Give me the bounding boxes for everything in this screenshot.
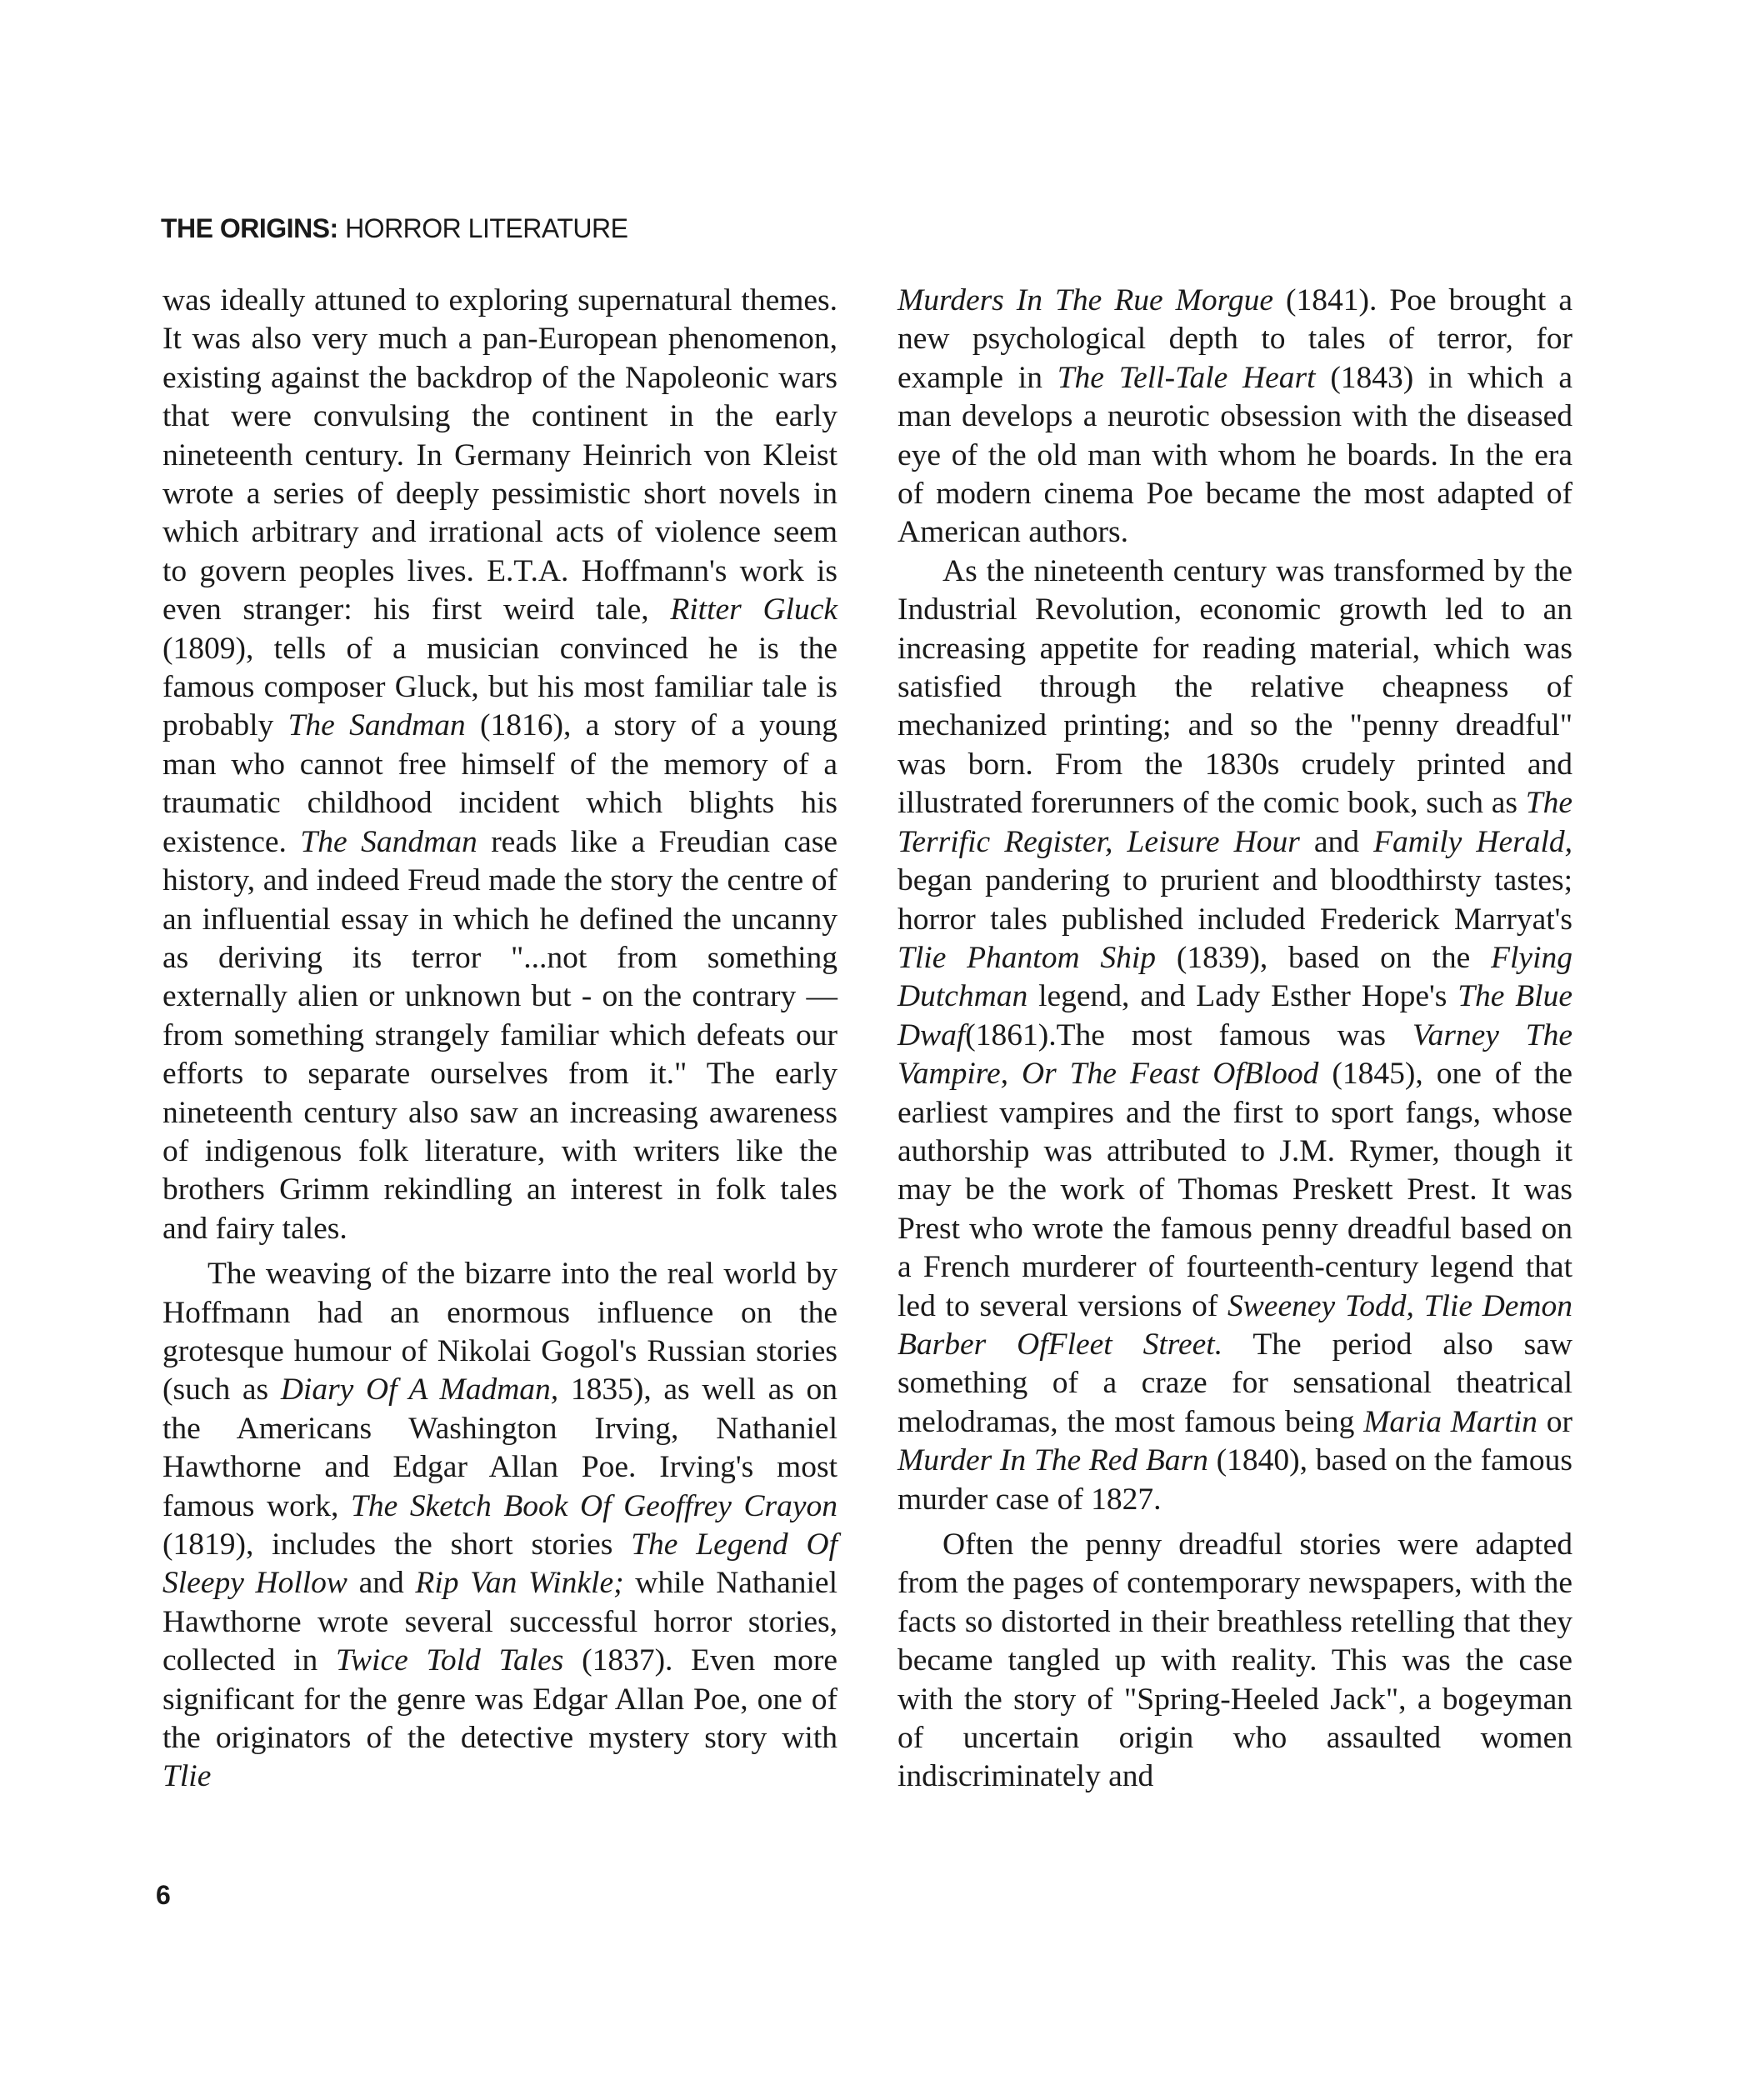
text-run: The period also saw something of a craze for sensational theatrical melodramas, the most famous being [898, 1327, 1572, 1439]
italic-title: The Legend Of Sleepy Hollow [162, 1528, 838, 1601]
italic-title: Tlie Phantom Ship [898, 940, 1157, 975]
italic-title: Sweeney Todd, Tlie Demon Barber OfFleet Street. [898, 1288, 1573, 1362]
italic-title: The Sketch Book Of Geoffrey Crayon [351, 1488, 838, 1523]
text-run: and [347, 1566, 416, 1601]
text-run: or [1537, 1404, 1572, 1439]
italic-title: The Sandman [300, 824, 478, 859]
text-run: 1835), as well as on the Americans Washington Irving, Nathaniel Hawthorne and Edgar Allan Poe. Irving's most famous work, [162, 1372, 838, 1523]
paragraph [898, 1526, 1572, 1797]
text-run: (1819), includes the short stories [162, 1528, 632, 1562]
text-run: As the nineteenth century was transformed by the Industrial Revolution, economic growth led to an increasing appetite for reading material, which was satisfied through the relative cheapness of mechanized printing; and so the "penny dreadful" was born. From the 1830s crudely printed and illustrated forerunners of the comic book, such as [898, 553, 1572, 821]
text-run: reads like a Freudian case history, and indeed Freud made the story the centre of an influential essay in which he defined the uncanny as deriving its terror "...not from something externally alien or unknown but - on the contrary — from something strangely familiar which defeats our efforts to separate ourselves from it." The early nineteenth century also saw an increasing awareness of indigenous folk literature, with writers like the brothers Grimm rekindling an interest in folk tales and fairy tales. [162, 824, 838, 1246]
text-run: (1816), a story of a young man who cannot free himself of the memory of a traumatic childhood incident which blights his existence. [162, 708, 838, 859]
paragraph [898, 552, 1572, 1519]
text-run: Often the penny dreadful stories were adapted from the pages of contemporary newspapers, with the facts so distorted in their breathless retelling that they became tangled up with reality. This was the case with the story of "Spring-Heeled Jack", a bogeyman of uncertain origin who assaulted women indiscriminately and [898, 1528, 1572, 1794]
italic-title: Maria Martin [1363, 1404, 1538, 1439]
header-section: THE ORIGINS: [161, 213, 338, 243]
text-run: (1861).The most famous was [965, 1018, 1412, 1052]
text-run: The weaving of the bizarre into the real world by Hoffmann had an enormous influence on the grotesque humour of Nikolai Gogol's Russian stories (such as [162, 1257, 838, 1408]
text-run: (1839), based on the [1156, 940, 1492, 975]
italic-title: The Tell-Tale Heart [1057, 360, 1316, 395]
italic-title: Varney The Vampire, Or The Feast OfBlood [898, 1018, 1573, 1092]
italic-title: Family Herald, [1373, 824, 1572, 859]
running-header [161, 215, 628, 242]
italic-title: Diary Of A Madman, [280, 1372, 559, 1408]
page-number: 6 [156, 1880, 171, 1910]
italic-title: The Blue Dwaf [898, 979, 1572, 1052]
text-run: was ideally attuned to exploring supernatural themes. It was also very much a pan-European phenomenon, existing against the backdrop of the Napoleonic wars that were convulsing the continent in the early nineteenth century. In Germany Heinrich von Kleist wrote a series of deeply pessimistic short novels in which arbitrary and irrational acts of violence seem to govern peoples lives. E.T.A. Hoffmann's work is even stranger: his first weird tale, [162, 283, 838, 628]
italic-title: Flying Dutchman [898, 940, 1572, 1014]
right-column [898, 282, 1572, 1797]
italic-title: The Sandman [288, 708, 466, 743]
italic-title: Rip Van Winkle; [415, 1566, 624, 1601]
italic-title: Tlie [162, 1759, 212, 1794]
text-run: (1837). Even more significant for the genre was Edgar Allan Poe, one of the originators of the detective mystery story with [162, 1643, 838, 1756]
paragraph [898, 282, 1572, 552]
text-run: (1809), tells of a musician convinced he is the famous composer Gluck, but his most familiar tale is probably [162, 631, 838, 743]
header-title: HORROR LITERATURE [338, 213, 628, 243]
text-run: (1840), based on the famous murder case of 1827. [898, 1443, 1572, 1517]
italic-title: Murder In The Red Barn [898, 1443, 1208, 1478]
text-run: legend, and Lady Esther Hope's [1028, 979, 1458, 1014]
text-run: (1841). Poe brought a new psychological depth to tales of terror, for example in [898, 283, 1572, 395]
left-column [162, 282, 838, 1797]
italic-title: Murders In The Rue Morgue [898, 283, 1273, 318]
text-run: (1843) in which a man develops a neurotic obsession with the diseased eye of the old man with whom he boards. In the era of modern cinema Poe became the most adapted of American authors. [898, 360, 1572, 550]
text-run: while Nathaniel Hawthorne wrote several successful horror stories, collected in [162, 1566, 838, 1678]
italic-title: Ritter Gluck [670, 592, 838, 628]
text-run: (1845), one of the earliest vampires and the first to sport fangs, whose authorship was attributed to J.M. Rymer, though it may be the work of Thomas Preskett Prest. It was Prest who wrote the famous penny dreadful based on a French murderer of fourteenth-century legend that led to several versions of [898, 1057, 1572, 1323]
text-run: began pandering to prurient and bloodthirsty tastes; horror tales published included Frederick Marryat's [898, 863, 1572, 937]
italic-title: The Terrific Register, Leisure Hour [898, 786, 1572, 859]
text-run: and [1299, 824, 1374, 859]
italic-title: Twice Told Tales [335, 1643, 564, 1678]
paragraph [162, 282, 838, 1248]
paragraph [162, 1255, 838, 1797]
